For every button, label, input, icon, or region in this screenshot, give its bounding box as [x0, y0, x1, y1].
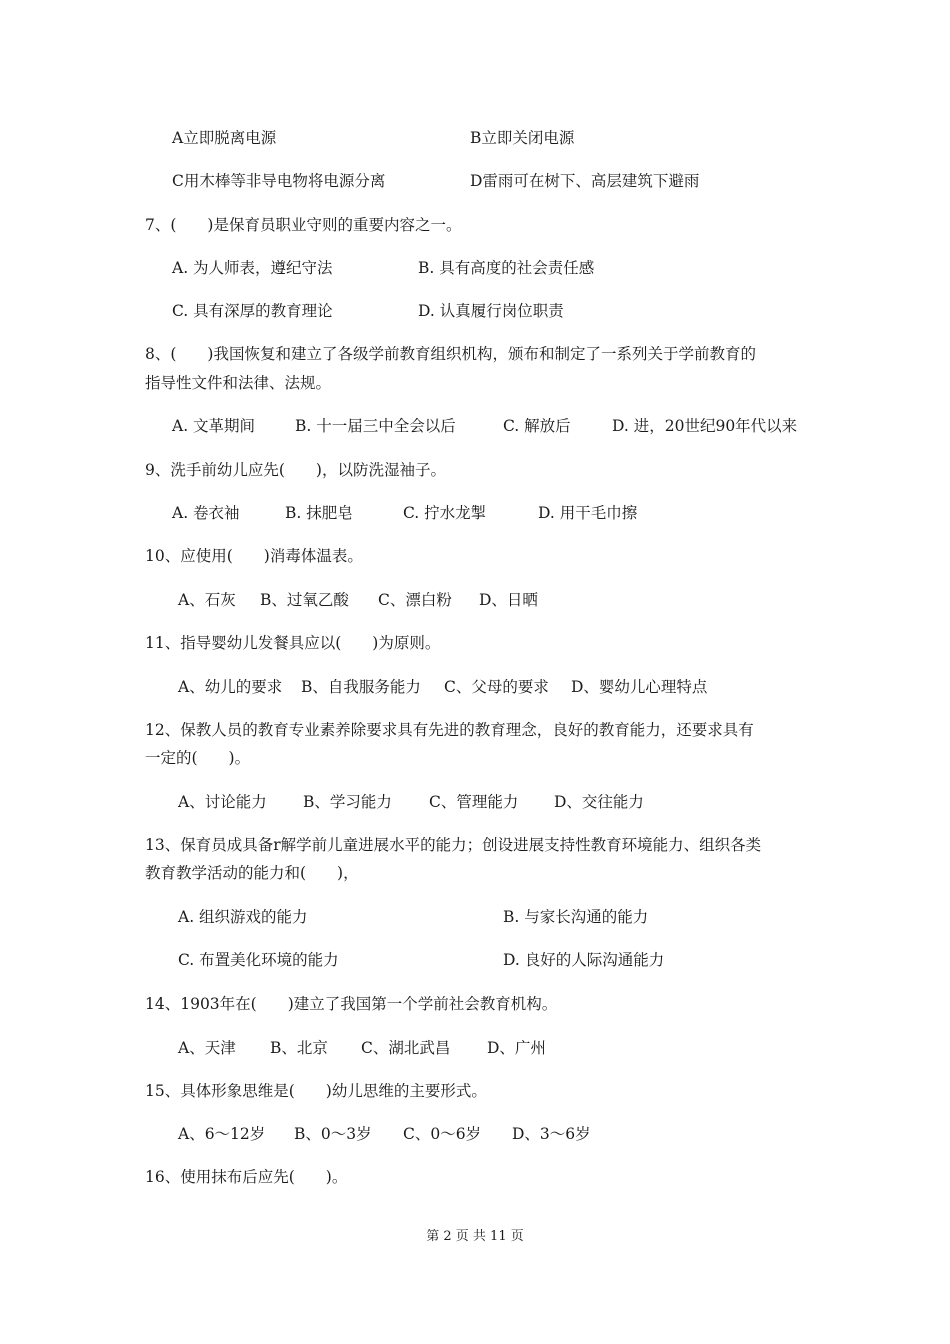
q10-option-d: D、日晒: [479, 591, 538, 609]
q8-option-d: D. 进，20世纪90年代以来: [612, 417, 798, 435]
q10-stem: 10、应使用( )消毒体温表。: [145, 547, 363, 565]
q13-option-d: D. 良好的人际沟通能力: [503, 951, 665, 969]
q13-stem-line2: 教育教学活动的能力和( )，: [145, 864, 359, 882]
q11-option-a: A、幼儿的要求: [178, 678, 283, 696]
page-number-footer: 第 2 页 共 11 页: [426, 1229, 524, 1244]
q7-option-c: C. 具有深厚的教育理论: [172, 302, 333, 320]
q13-stem-line1: 13、保育员成具备r解学前儿童进展水平的能力；创设进展支持性教育环境能力、组织各类: [145, 836, 762, 854]
q7-stem: 7、( )是保育员职业守则的重要内容之一。: [145, 216, 462, 234]
q12-option-c: C、管理能力: [429, 793, 519, 811]
q11-option-d: D、婴幼儿心理特点: [571, 678, 708, 696]
q13-option-c: C. 布置美化环境的能力: [178, 951, 339, 969]
q15-stem: 15、具体形象思维是( )幼儿思维的主要形式。: [145, 1082, 487, 1100]
q15-option-a: A、6～12岁: [178, 1125, 266, 1143]
q12-stem-line2: 一定的( )。: [145, 749, 251, 767]
q11-stem: 11、指导婴幼儿发餐具应以( )为原则。: [145, 634, 441, 652]
q13-option-b: B. 与家长沟通的能力: [503, 908, 649, 926]
q16-stem: 16、使用抹布后应先( )。: [145, 1168, 348, 1186]
q10-option-c: C、漂白粉: [378, 591, 452, 609]
q6-option-a: A立即脱离电源: [172, 129, 277, 147]
q10-option-b: B、过氧乙酸: [260, 591, 349, 609]
q14-stem: 14、1903年在( )建立了我国第一个学前社会教育机构。: [145, 995, 558, 1013]
q8-stem-line1: 8、( )我国恢复和建立了各级学前教育组织机构，颁布和制定了一系列关于学前教育的: [145, 345, 756, 363]
q12-option-a: A、讨论能力: [178, 793, 267, 811]
q9-option-c: C. 拧水龙掣: [403, 504, 487, 522]
q8-option-b: B. 十一届三中全会以后: [295, 417, 456, 435]
q7-option-b: B. 具有高度的社会责任感: [418, 259, 595, 277]
q7-option-a: A. 为人师表，遵纪守法: [172, 259, 333, 277]
q15-option-d: D、3～6岁: [512, 1125, 591, 1143]
q12-option-d: D、交往能力: [554, 793, 644, 811]
q9-option-b: B. 抹肥皂: [285, 504, 353, 522]
q14-option-c: C、湖北武昌: [361, 1039, 451, 1057]
q9-option-d: D. 用干毛巾擦: [538, 504, 638, 522]
q9-stem: 9、洗手前幼儿应先( )，以防洗湿袖子。: [145, 461, 446, 479]
q8-option-a: A. 文革期间: [172, 417, 256, 435]
q12-stem-line1: 12、保教人员的教育专业素养除要求具有先进的教育理念，良好的教育能力，还要求具有: [145, 721, 754, 739]
q6-option-c: C用木棒等非导电物将电源分离: [172, 172, 386, 190]
q14-option-d: D、广州: [487, 1039, 546, 1057]
q15-option-b: B、0～3岁: [294, 1125, 372, 1143]
q11-option-b: B、自我服务能力: [301, 678, 421, 696]
q12-option-b: B、学习能力: [303, 793, 392, 811]
q6-option-d: D雷雨可在树下、高层建筑下避雨: [470, 172, 700, 190]
q7-option-d: D. 认真履行岗位职责: [418, 302, 564, 320]
q10-option-a: A、石灰: [178, 591, 236, 609]
q9-option-a: A. 卷衣袖: [172, 504, 240, 522]
q14-option-b: B、北京: [270, 1039, 328, 1057]
q6-option-b: B立即关闭电源: [470, 129, 575, 147]
q8-stem-line2: 指导性文件和法律、法规。: [145, 374, 332, 392]
q13-option-a: A. 组织游戏的能力: [178, 908, 308, 926]
q14-option-a: A、天津: [178, 1039, 236, 1057]
q8-option-c: C. 解放后: [503, 417, 571, 435]
q11-option-c: C、父母的要求: [444, 678, 549, 696]
q15-option-c: C、0～6岁: [403, 1125, 482, 1143]
